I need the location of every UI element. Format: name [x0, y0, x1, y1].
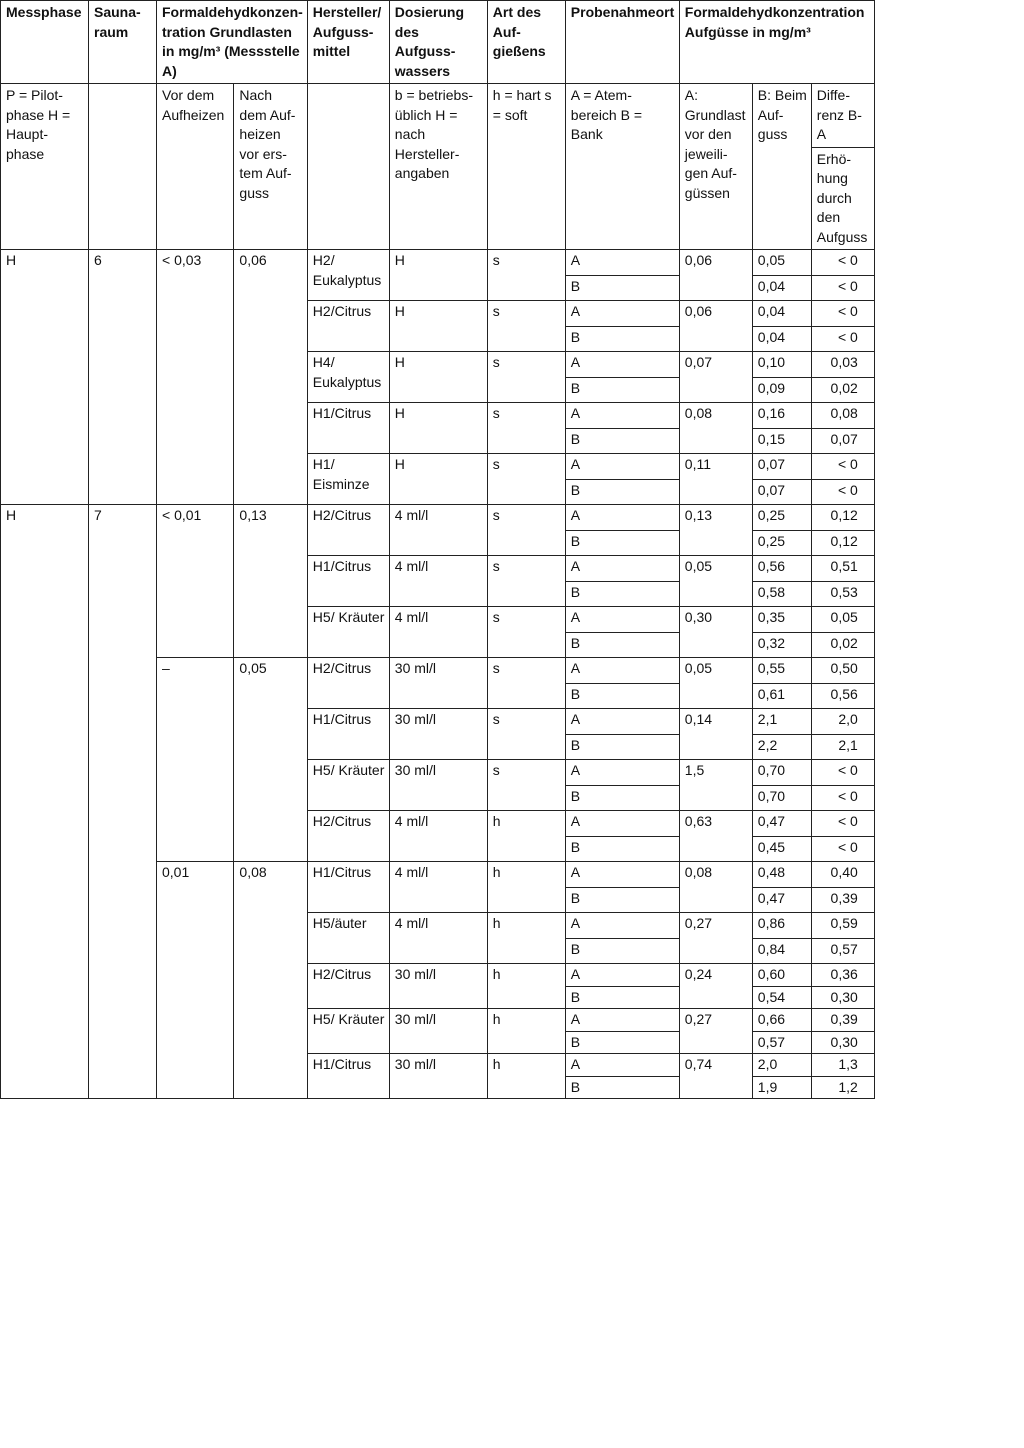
cell-beim-aufguss: 0,86	[752, 913, 811, 939]
cell-grundlast-a: 0,24	[679, 964, 752, 1009]
cell-probenahmeort: A	[565, 607, 679, 633]
cell-aufgussmittel: H4/ Eukalyptus	[307, 352, 389, 403]
legend-nach-aufheizen: Nach dem Auf-heizen vor ers-tem Auf-guss	[234, 84, 307, 250]
cell-aufgussmittel: H2/Citrus	[307, 658, 389, 709]
cell-differenz: < 0	[811, 811, 874, 837]
cell-differenz: 0,57	[811, 938, 874, 964]
cell-art: s	[487, 301, 565, 352]
cell-aufgussmittel: H5/äuter	[307, 913, 389, 964]
cell-art: s	[487, 250, 565, 301]
cell-grundlast-a: 0,30	[679, 607, 752, 658]
cell-probenahmeort: A	[565, 964, 679, 987]
cell-differenz: 0,40	[811, 862, 874, 888]
cell-differenz: 0,53	[811, 581, 874, 607]
cell-differenz: 1,3	[811, 1054, 874, 1077]
header-messphase: Messphase	[1, 1, 89, 84]
cell-art: s	[487, 403, 565, 454]
cell-differenz: < 0	[811, 250, 874, 276]
header-aufguss: Formaldehydkonzentration Aufgüsse in mg/m³	[679, 1, 874, 84]
cell-differenz: 0,08	[811, 403, 874, 429]
cell-dosierung: 4 ml/l	[389, 607, 487, 658]
cell-grundlast-a: 0,08	[679, 403, 752, 454]
cell-aufgussmittel: H1/ Eisminze	[307, 454, 389, 505]
header-probenahmeort: Probenahmeort	[565, 1, 679, 84]
cell-probenahmeort: A	[565, 862, 679, 888]
cell-probenahmeort: A	[565, 556, 679, 582]
cell-grundlast-a: 0,63	[679, 811, 752, 862]
cell-differenz: < 0	[811, 479, 874, 505]
cell-beim-aufguss: 0,45	[752, 836, 811, 862]
cell-art: h	[487, 1009, 565, 1054]
legend-vor-aufheizen: Vor dem Aufheizen	[157, 84, 234, 250]
cell-probenahmeort: A	[565, 811, 679, 837]
cell-beim-aufguss: 0,57	[752, 1031, 811, 1054]
cell-dosierung: 30 ml/l	[389, 1009, 487, 1054]
legend-differenz: Diffe-renz B-A	[811, 84, 874, 148]
cell-probenahmeort: B	[565, 836, 679, 862]
legend-row	[1, 84, 875, 148]
legend-erhoehung: Erhö-hung durch den Aufguss	[811, 147, 874, 250]
cell-grundlast-a: 1,5	[679, 760, 752, 811]
cell-beim-aufguss: 0,55	[752, 658, 811, 684]
cell-differenz: 0,50	[811, 658, 874, 684]
cell-beim-aufguss: 0,54	[752, 986, 811, 1009]
cell-probenahmeort: B	[565, 986, 679, 1009]
cell-art: h	[487, 811, 565, 862]
cell-nach-aufheizen: 0,06	[234, 250, 307, 505]
cell-beim-aufguss: 0,25	[752, 530, 811, 556]
cell-dosierung: 4 ml/l	[389, 556, 487, 607]
cell-beim-aufguss: 0,32	[752, 632, 811, 658]
cell-beim-aufguss: 0,84	[752, 938, 811, 964]
cell-grundlast-a: 0,06	[679, 250, 752, 301]
cell-dosierung: H	[389, 403, 487, 454]
cell-beim-aufguss: 0,60	[752, 964, 811, 987]
cell-beim-aufguss: 0,70	[752, 785, 811, 811]
cell-grundlast-a: 0,27	[679, 1009, 752, 1054]
cell-differenz: 0,51	[811, 556, 874, 582]
cell-probenahmeort: B	[565, 1076, 679, 1099]
cell-probenahmeort: B	[565, 734, 679, 760]
cell-beim-aufguss: 0,04	[752, 275, 811, 301]
cell-probenahmeort: A	[565, 454, 679, 480]
cell-beim-aufguss: 0,09	[752, 377, 811, 403]
cell-dosierung: 30 ml/l	[389, 760, 487, 811]
cell-dosierung: 30 ml/l	[389, 1054, 487, 1099]
cell-dosierung: 30 ml/l	[389, 658, 487, 709]
cell-grundlast-a: 0,05	[679, 556, 752, 607]
cell-probenahmeort: B	[565, 530, 679, 556]
cell-aufgussmittel: H1/Citrus	[307, 709, 389, 760]
cell-beim-aufguss: 1,9	[752, 1076, 811, 1099]
cell-vor-aufheizen: –	[157, 658, 234, 862]
cell-vor-aufheizen: < 0,03	[157, 250, 234, 505]
cell-art: h	[487, 964, 565, 1009]
legend-saunaraum	[89, 84, 157, 250]
header-art: Art des Auf-gießens	[487, 1, 565, 84]
cell-probenahmeort: A	[565, 913, 679, 939]
cell-probenahmeort: B	[565, 275, 679, 301]
header-saunaraum: Sauna-raum	[89, 1, 157, 84]
cell-probenahmeort: B	[565, 581, 679, 607]
cell-differenz: 0,02	[811, 632, 874, 658]
cell-beim-aufguss: 0,04	[752, 301, 811, 327]
cell-differenz: 0,05	[811, 607, 874, 633]
cell-probenahmeort: B	[565, 428, 679, 454]
cell-aufgussmittel: H1/Citrus	[307, 403, 389, 454]
cell-beim-aufguss: 0,70	[752, 760, 811, 786]
cell-differenz: 0,36	[811, 964, 874, 987]
cell-art: h	[487, 913, 565, 964]
cell-art: s	[487, 556, 565, 607]
cell-saunaraum: 6	[89, 250, 157, 505]
cell-beim-aufguss: 0,10	[752, 352, 811, 378]
cell-beim-aufguss: 0,58	[752, 581, 811, 607]
cell-aufgussmittel: H1/Citrus	[307, 1054, 389, 1099]
cell-probenahmeort: B	[565, 377, 679, 403]
cell-differenz: < 0	[811, 275, 874, 301]
cell-probenahmeort: B	[565, 1031, 679, 1054]
legend-grundlast-a: A: Grundlast vor den jeweili-gen Auf-güssen	[679, 84, 752, 250]
cell-probenahmeort: A	[565, 301, 679, 327]
legend-hersteller	[307, 84, 389, 250]
cell-differenz: 0,07	[811, 428, 874, 454]
table-row	[1, 250, 875, 276]
cell-art: s	[487, 454, 565, 505]
cell-beim-aufguss: 0,47	[752, 811, 811, 837]
cell-dosierung: H	[389, 352, 487, 403]
cell-beim-aufguss: 0,25	[752, 505, 811, 531]
legend-probenahmeort: A = Atem-bereich B = Bank	[565, 84, 679, 250]
cell-aufgussmittel: H2/Citrus	[307, 301, 389, 352]
cell-probenahmeort: A	[565, 250, 679, 276]
cell-differenz: 0,56	[811, 683, 874, 709]
cell-grundlast-a: 0,74	[679, 1054, 752, 1099]
header-row	[1, 1, 875, 84]
cell-art: h	[487, 862, 565, 913]
cell-differenz: < 0	[811, 760, 874, 786]
cell-aufgussmittel: H2/Citrus	[307, 505, 389, 556]
cell-probenahmeort: B	[565, 887, 679, 913]
cell-dosierung: H	[389, 301, 487, 352]
cell-differenz: 0,30	[811, 1031, 874, 1054]
cell-art: s	[487, 505, 565, 556]
cell-art: s	[487, 352, 565, 403]
table-row	[1, 505, 875, 531]
header-dosierung: Dosierung des Aufguss-wassers	[389, 1, 487, 84]
cell-differenz: < 0	[811, 301, 874, 327]
cell-differenz: 0,03	[811, 352, 874, 378]
cell-art: s	[487, 760, 565, 811]
cell-probenahmeort: B	[565, 785, 679, 811]
header-grundlast: Formaldehydkonzen-tration Grundlasten in mg/m³ (Messstelle A)	[157, 1, 308, 84]
cell-probenahmeort: B	[565, 326, 679, 352]
cell-probenahmeort: A	[565, 352, 679, 378]
cell-art: h	[487, 1054, 565, 1099]
cell-dosierung: 30 ml/l	[389, 964, 487, 1009]
cell-differenz: 2,0	[811, 709, 874, 735]
cell-nach-aufheizen: 0,08	[234, 862, 307, 1099]
cell-beim-aufguss: 2,1	[752, 709, 811, 735]
cell-dosierung: 4 ml/l	[389, 862, 487, 913]
cell-differenz: < 0	[811, 454, 874, 480]
legend-messphase: P = Pilot-phase H = Haupt-phase	[1, 84, 89, 250]
legend-dosierung: b = betriebs-üblich H = nach Hersteller-angaben	[389, 84, 487, 250]
cell-aufgussmittel: H2/Citrus	[307, 964, 389, 1009]
cell-differenz: 0,02	[811, 377, 874, 403]
cell-probenahmeort: A	[565, 403, 679, 429]
cell-dosierung: 4 ml/l	[389, 505, 487, 556]
cell-dosierung: 4 ml/l	[389, 811, 487, 862]
cell-beim-aufguss: 2,0	[752, 1054, 811, 1077]
cell-differenz: 0,39	[811, 887, 874, 913]
cell-probenahmeort: B	[565, 938, 679, 964]
cell-beim-aufguss: 0,05	[752, 250, 811, 276]
cell-beim-aufguss: 0,07	[752, 454, 811, 480]
cell-nach-aufheizen: 0,13	[234, 505, 307, 658]
cell-beim-aufguss: 0,04	[752, 326, 811, 352]
header-hersteller: Hersteller/ Aufguss-mittel	[307, 1, 389, 84]
cell-probenahmeort: B	[565, 683, 679, 709]
cell-grundlast-a: 0,27	[679, 913, 752, 964]
cell-differenz: 0,12	[811, 530, 874, 556]
cell-differenz: 1,2	[811, 1076, 874, 1099]
cell-vor-aufheizen: < 0,01	[157, 505, 234, 658]
cell-differenz: 0,39	[811, 1009, 874, 1032]
cell-nach-aufheizen: 0,05	[234, 658, 307, 862]
cell-probenahmeort: A	[565, 505, 679, 531]
cell-saunaraum: 7	[89, 505, 157, 1099]
cell-dosierung: H	[389, 454, 487, 505]
cell-vor-aufheizen: 0,01	[157, 862, 234, 1099]
cell-dosierung: 30 ml/l	[389, 709, 487, 760]
cell-beim-aufguss: 0,66	[752, 1009, 811, 1032]
cell-beim-aufguss: 0,16	[752, 403, 811, 429]
cell-beim-aufguss: 0,15	[752, 428, 811, 454]
cell-probenahmeort: A	[565, 1054, 679, 1077]
cell-probenahmeort: A	[565, 760, 679, 786]
cell-differenz: 0,59	[811, 913, 874, 939]
cell-grundlast-a: 0,13	[679, 505, 752, 556]
legend-art: h = hart s = soft	[487, 84, 565, 250]
cell-differenz: < 0	[811, 836, 874, 862]
cell-probenahmeort: A	[565, 658, 679, 684]
cell-dosierung: H	[389, 250, 487, 301]
cell-probenahmeort: B	[565, 632, 679, 658]
cell-messphase: H	[1, 250, 89, 505]
cell-differenz: 0,30	[811, 986, 874, 1009]
cell-aufgussmittel: H2/Citrus	[307, 811, 389, 862]
cell-aufgussmittel: H5/ Kräuter	[307, 760, 389, 811]
cell-differenz: < 0	[811, 326, 874, 352]
cell-grundlast-a: 0,11	[679, 454, 752, 505]
cell-art: s	[487, 709, 565, 760]
legend-beim-aufguss: B: Beim Auf-guss	[752, 84, 811, 250]
cell-beim-aufguss: 0,56	[752, 556, 811, 582]
cell-grundlast-a: 0,06	[679, 301, 752, 352]
cell-beim-aufguss: 0,47	[752, 887, 811, 913]
cell-aufgussmittel: H2/ Eukalyptus	[307, 250, 389, 301]
cell-art: s	[487, 658, 565, 709]
cell-beim-aufguss: 2,2	[752, 734, 811, 760]
cell-dosierung: 4 ml/l	[389, 913, 487, 964]
cell-differenz: 2,1	[811, 734, 874, 760]
cell-aufgussmittel: H1/Citrus	[307, 862, 389, 913]
cell-art: s	[487, 607, 565, 658]
cell-differenz: 0,12	[811, 505, 874, 531]
cell-probenahmeort: A	[565, 1009, 679, 1032]
cell-grundlast-a: 0,14	[679, 709, 752, 760]
cell-grundlast-a: 0,07	[679, 352, 752, 403]
cell-aufgussmittel: H1/Citrus	[307, 556, 389, 607]
cell-differenz: < 0	[811, 785, 874, 811]
cell-beim-aufguss: 0,35	[752, 607, 811, 633]
cell-probenahmeort: B	[565, 479, 679, 505]
cell-grundlast-a: 0,08	[679, 862, 752, 913]
cell-messphase: H	[1, 505, 89, 1099]
cell-beim-aufguss: 0,61	[752, 683, 811, 709]
cell-aufgussmittel: H5/ Kräuter	[307, 607, 389, 658]
cell-beim-aufguss: 0,48	[752, 862, 811, 888]
cell-probenahmeort: A	[565, 709, 679, 735]
cell-beim-aufguss: 0,07	[752, 479, 811, 505]
cell-aufgussmittel: H5/ Kräuter	[307, 1009, 389, 1054]
cell-grundlast-a: 0,05	[679, 658, 752, 709]
